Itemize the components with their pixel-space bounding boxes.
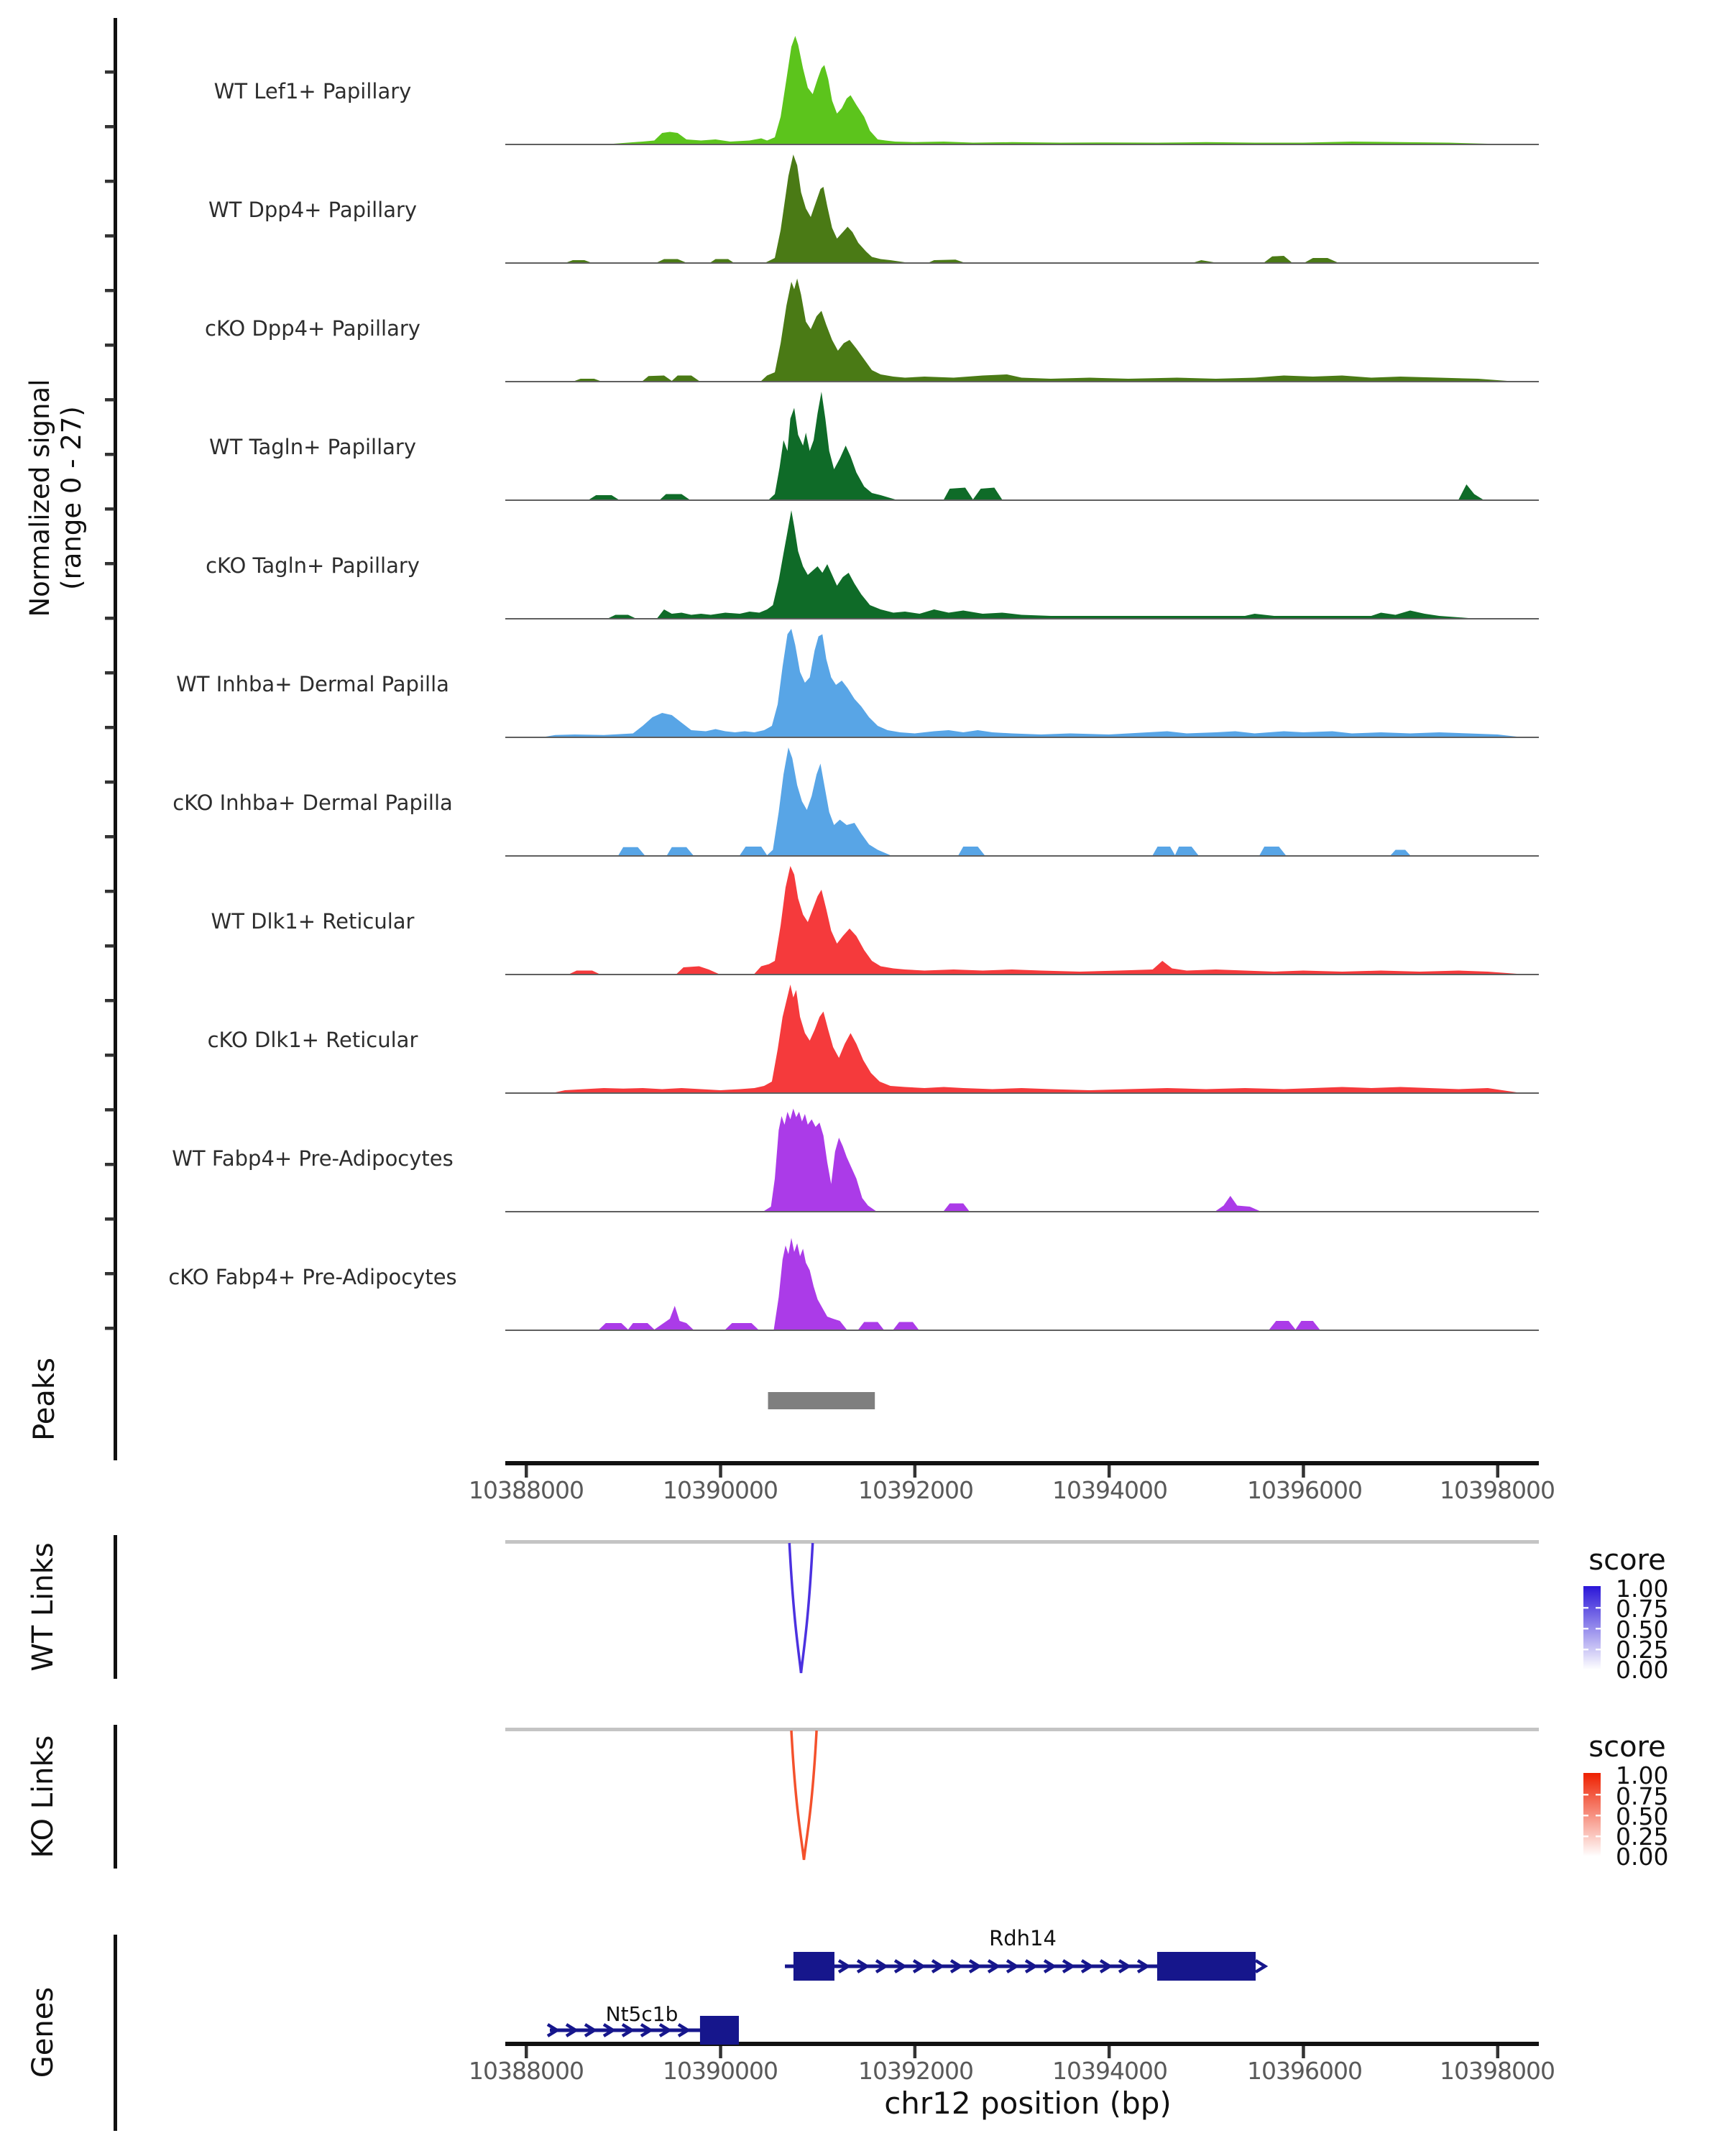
coverage-track <box>505 1238 1539 1332</box>
legend-bar-tick <box>1596 1628 1601 1630</box>
links-baseline <box>505 1540 1539 1544</box>
genes-track <box>548 1952 1265 2045</box>
track-baseline <box>505 1092 1539 1094</box>
peak-region-bar <box>768 1392 875 1409</box>
legend-bar-tick <box>1583 1815 1588 1817</box>
track-label: WT Inhba+ Dermal Papilla <box>176 672 449 696</box>
legend-tick-label: 0.25 <box>1616 1823 1669 1851</box>
y-axis-tick <box>105 617 114 620</box>
signal-area <box>599 1238 1497 1330</box>
track-label: cKO Dlk1+ Reticular <box>207 1028 418 1052</box>
links-track <box>505 1728 1601 1860</box>
track-baseline <box>505 618 1539 619</box>
track-label: WT Tagln+ Papillary <box>208 435 417 459</box>
y-axis-tick <box>105 344 114 347</box>
coverage-track <box>505 866 1539 975</box>
axis-tick-label: 10392000 <box>858 1476 973 1504</box>
signal-area <box>614 36 1488 144</box>
wt-links-section-label: WT Links <box>27 1542 60 1672</box>
ko-links-section-label: KO Links <box>27 1735 60 1858</box>
y-axis-tick <box>105 180 114 183</box>
axis-tick-label: 10398000 <box>1440 1476 1555 1504</box>
genomic-axis <box>505 2042 1539 2058</box>
ko-score-legend-title: score <box>1588 1731 1666 1764</box>
y-axis-tick <box>105 835 114 839</box>
track-baseline <box>505 737 1539 738</box>
legend-bar-tick <box>1583 1607 1588 1609</box>
y-axis-tick <box>105 289 114 292</box>
x-axis-label: chr12 position (bp) <box>884 2086 1172 2121</box>
axis-tick-label: 10394000 <box>1052 2057 1167 2085</box>
y-axis-tick <box>105 125 114 129</box>
links-track <box>505 1540 1601 1673</box>
signal-area <box>609 510 1468 618</box>
track-baseline <box>505 262 1539 264</box>
gene-name-label: Nt5c1b <box>605 2002 678 2026</box>
axis-tick-label: 10396000 <box>1247 2057 1362 2085</box>
y-axis-tick <box>105 780 114 784</box>
legend-tick-label: 0.00 <box>1616 1843 1669 1871</box>
y-axis-tick <box>105 1327 114 1330</box>
y-axis-label-line1: Normalized signal <box>24 379 55 617</box>
track-baseline <box>505 1330 1539 1331</box>
legend-bar-tick <box>1596 1835 1601 1838</box>
axis-tick-label: 10398000 <box>1440 2057 1555 2085</box>
coverage-track <box>505 747 1539 857</box>
wt-score-legend-title: score <box>1588 1544 1666 1577</box>
signal-area <box>556 985 1517 1092</box>
track-baseline <box>505 974 1539 975</box>
coverage-track <box>505 155 1539 264</box>
genes-section-label: Genes <box>27 1986 60 2078</box>
track-label: cKO Inhba+ Dermal Papilla <box>172 791 453 815</box>
signal-tracks <box>505 36 1539 1331</box>
legend-bar-tick <box>1583 1649 1588 1651</box>
y-axis-tick <box>105 999 114 1003</box>
legend-bar-tick <box>1596 1649 1601 1651</box>
track-label: cKO Dpp4+ Papillary <box>205 316 420 341</box>
axis-tick-label: 10388000 <box>469 1476 584 1504</box>
legend-bar-tick <box>1583 1835 1588 1838</box>
gene-exon <box>794 1952 834 1981</box>
track-baseline <box>505 1211 1539 1212</box>
y-axis-tick <box>105 234 114 238</box>
section-axis-line <box>114 1935 117 2131</box>
signal-area <box>764 1109 1497 1212</box>
y-axis-tick <box>105 1217 114 1221</box>
coverage-track <box>505 510 1539 619</box>
legend-tick-label: 0.75 <box>1616 1595 1669 1623</box>
legend-tick-label: 0.00 <box>1616 1656 1669 1684</box>
track-label: WT Fabp4+ Pre-Adipocytes <box>172 1146 454 1171</box>
y-axis-tick <box>105 944 114 948</box>
axis-line <box>505 1461 1539 1465</box>
legend-bar-tick <box>1583 1794 1588 1796</box>
gene-name-label: Rdh14 <box>989 1926 1057 1950</box>
track-label: WT Lef1+ Papillary <box>213 79 412 103</box>
signal-area <box>618 747 1410 855</box>
section-axis-line <box>114 1725 117 1869</box>
track-label: cKO Fabp4+ Pre-Adipocytes <box>168 1265 457 1289</box>
signal-area <box>567 155 1401 262</box>
track-label: WT Dpp4+ Papillary <box>208 198 418 222</box>
axis-tick-label: 10394000 <box>1052 1476 1167 1504</box>
axis-tick-label: 10392000 <box>858 2057 973 2085</box>
legend-tick-label: 0.50 <box>1616 1616 1669 1644</box>
y-axis-tick <box>105 398 114 402</box>
y-axis-tick <box>105 70 114 74</box>
legend-tick-label: 0.50 <box>1616 1802 1669 1830</box>
link-arc <box>789 1543 812 1673</box>
coverage-track <box>505 629 1539 738</box>
coverage-track <box>505 279 1539 383</box>
track-baseline <box>505 144 1539 145</box>
legend-tick-label: 1.00 <box>1616 1575 1669 1603</box>
y-axis-label-line2: (range 0 - 27) <box>56 406 87 590</box>
track-baseline <box>505 855 1539 857</box>
section-axis-line <box>114 1338 117 1460</box>
legend-tick-label: 0.25 <box>1616 1636 1669 1664</box>
axis-tick-label: 10390000 <box>663 2057 778 2085</box>
y-axis-tick <box>105 1108 114 1112</box>
y-axis-tick <box>105 890 114 893</box>
section-axis-line <box>114 1535 117 1679</box>
track-baseline <box>505 381 1539 382</box>
y-axis-tick <box>105 507 114 511</box>
coverage-track <box>505 985 1539 1094</box>
peaks-track <box>768 1392 875 1409</box>
signal-area <box>570 866 1517 974</box>
legend-bar-tick <box>1596 1607 1601 1609</box>
gene-exon <box>1157 1952 1256 1981</box>
genomic-axis <box>505 1461 1539 1478</box>
axis-tick-label: 10390000 <box>663 1476 778 1504</box>
y-axis-tick <box>105 1054 114 1057</box>
coverage-track <box>505 36 1539 145</box>
peaks-section-label: Peaks <box>28 1358 61 1441</box>
coverage-track <box>505 1109 1539 1213</box>
axis-tick-label: 10388000 <box>469 2057 584 2085</box>
legend-tick-label: 1.00 <box>1616 1761 1669 1789</box>
gene-model <box>785 1952 1265 1981</box>
y-axis-label <box>24 203 88 793</box>
signal-area <box>575 279 1507 382</box>
legend-bar-tick <box>1596 1794 1601 1796</box>
track-label: cKO Tagln+ Papillary <box>206 553 420 578</box>
link-arc <box>791 1731 816 1860</box>
y-axis-tick <box>105 726 114 729</box>
track-label: WT Dlk1+ Reticular <box>211 909 415 934</box>
signal-area <box>589 392 1483 499</box>
axis-line <box>505 2042 1539 2046</box>
strand-arrow <box>1256 1961 1265 1972</box>
legend-bar-tick <box>1596 1815 1601 1817</box>
coverage-track <box>505 392 1539 501</box>
axis-tick-label: 10396000 <box>1247 1476 1362 1504</box>
signal-area <box>546 629 1517 737</box>
legend-tick-label: 0.75 <box>1616 1782 1669 1810</box>
legend-bar-tick <box>1583 1628 1588 1630</box>
links-baseline <box>505 1728 1539 1731</box>
track-baseline <box>505 499 1539 501</box>
